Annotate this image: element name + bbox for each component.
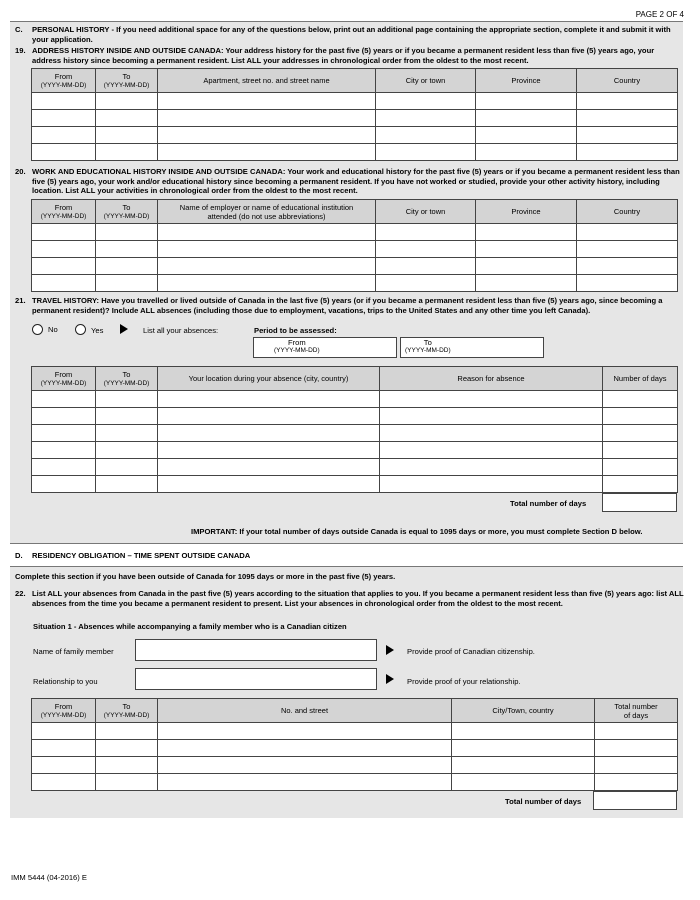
location-cell[interactable] <box>158 476 380 493</box>
from-cell[interactable] <box>32 476 96 493</box>
travel-history-table <box>31 366 678 493</box>
to-cell[interactable] <box>96 144 158 161</box>
city-cell[interactable] <box>376 224 476 241</box>
employer-cell[interactable] <box>158 224 376 241</box>
city-cell[interactable] <box>376 258 476 275</box>
relationship-hint: Provide proof of your relationship. <box>407 677 521 686</box>
q21-number: 21. <box>15 296 26 305</box>
from-cell[interactable] <box>32 442 96 459</box>
from-cell[interactable] <box>32 408 96 425</box>
from-cell[interactable] <box>32 774 96 791</box>
period-label: Period to be assessed: <box>254 326 337 335</box>
country-cell[interactable] <box>577 93 678 110</box>
travel-total-field[interactable] <box>602 493 677 512</box>
q21-title: TRAVEL HISTORY: <box>32 296 100 305</box>
address-cell[interactable] <box>158 110 376 127</box>
city-cell[interactable] <box>376 127 476 144</box>
q19-question <box>32 46 672 65</box>
col-address: Apartment, street no. and street name <box>158 69 376 93</box>
employer-cell[interactable] <box>158 258 376 275</box>
period-to-format: (YYYY-MM-DD) <box>405 347 451 354</box>
col-province: Province <box>476 69 577 93</box>
province-cell[interactable] <box>476 144 577 161</box>
reason-cell[interactable] <box>380 459 603 476</box>
to-cell[interactable] <box>96 258 158 275</box>
family-member-label: Name of family member <box>33 647 114 656</box>
col-city: City or town <box>376 200 476 224</box>
q19-number: 19. <box>15 46 26 55</box>
from-cell[interactable] <box>32 144 96 161</box>
relationship-label: Relationship to you <box>33 677 98 686</box>
section-c-letter: C. <box>15 25 23 34</box>
from-cell[interactable] <box>32 459 96 476</box>
table-row <box>32 258 678 275</box>
street-cell[interactable] <box>158 740 452 757</box>
col-from: From (YYYY-MM-DD) <box>32 200 96 224</box>
table-row <box>32 144 678 161</box>
travel-no-label: No <box>48 325 58 334</box>
from-cell[interactable] <box>32 224 96 241</box>
col-to: To (YYYY-MM-DD) <box>96 699 158 723</box>
city-cell[interactable] <box>376 275 476 292</box>
arrow-right-icon <box>386 645 394 655</box>
absences-table <box>31 698 678 791</box>
col-country: Country <box>577 69 678 93</box>
col-to: To (YYYY-MM-DD) <box>96 367 158 391</box>
col-to: To (YYYY-MM-DD) <box>96 69 158 93</box>
street-cell[interactable] <box>158 757 452 774</box>
list-absences-label: List all your absences: <box>143 326 219 335</box>
col-to: To (YYYY-MM-DD) <box>96 200 158 224</box>
q21-question <box>32 296 680 315</box>
divider <box>10 21 683 22</box>
table-row <box>32 476 678 493</box>
location-cell[interactable] <box>158 391 380 408</box>
from-cell[interactable] <box>32 241 96 258</box>
family-member-hint: Provide proof of Canadian citizenship. <box>407 647 535 656</box>
country-cell[interactable] <box>577 241 678 258</box>
col-days: Number of days <box>603 367 678 391</box>
work-history-table <box>31 199 678 292</box>
city-cell[interactable] <box>452 774 595 791</box>
to-cell[interactable] <box>96 723 158 740</box>
col-location: Your location during your absence (city, country) <box>158 367 380 391</box>
country-cell[interactable] <box>577 258 678 275</box>
to-cell[interactable] <box>96 241 158 258</box>
to-cell[interactable] <box>96 740 158 757</box>
city-cell[interactable] <box>376 241 476 258</box>
form-number: IMM 5444 (04-2016) E <box>11 873 87 882</box>
country-cell[interactable] <box>577 275 678 292</box>
address-cell[interactable] <box>158 144 376 161</box>
to-cell[interactable] <box>96 774 158 791</box>
period-from-label: From <box>287 338 306 347</box>
situation-1-title: Situation 1 - Absences while accompanying a family member who is a Canadian citizen <box>33 622 347 631</box>
col-street: No. and street <box>158 699 452 723</box>
absences-total-label: Total number of days <box>505 797 582 806</box>
days-cell[interactable] <box>603 391 678 408</box>
location-cell[interactable] <box>158 442 380 459</box>
col-from: From (YYYY-MM-DD) <box>32 699 96 723</box>
city-cell[interactable] <box>452 740 595 757</box>
city-cell[interactable] <box>452 723 595 740</box>
table-row <box>32 757 678 774</box>
country-cell[interactable] <box>577 144 678 161</box>
reason-cell[interactable] <box>380 408 603 425</box>
from-cell[interactable] <box>32 110 96 127</box>
street-cell[interactable] <box>158 723 452 740</box>
to-cell[interactable] <box>96 127 158 144</box>
table-row <box>32 425 678 442</box>
reason-cell[interactable] <box>380 425 603 442</box>
city-cell[interactable] <box>376 93 476 110</box>
to-cell[interactable] <box>96 110 158 127</box>
table-row <box>32 459 678 476</box>
to-cell[interactable] <box>96 93 158 110</box>
from-cell[interactable] <box>32 740 96 757</box>
to-cell[interactable] <box>96 476 158 493</box>
table-row <box>32 224 678 241</box>
q20-title: WORK AND EDUCATIONAL HISTORY INSIDE AND OUTSIDE CANADA: <box>32 167 286 176</box>
table-row <box>32 442 678 459</box>
city-cell[interactable] <box>376 110 476 127</box>
col-city: City or town <box>376 69 476 93</box>
q21-text: Have you travelled or lived outside of Canada in the last five (5) years (or if you became a permanent resident less than five (5) years ago, since becoming a permanent resident)? Include ALL absences (including those due to employment, vacations, trips to the United States and any other time you left Canada). <box>32 296 663 315</box>
period-from-field[interactable] <box>253 337 397 358</box>
table-row <box>32 723 678 740</box>
period-to-label: To <box>423 338 432 347</box>
travel-total-label: Total number of days <box>510 499 587 508</box>
q22-text: List ALL your absences from Canada in the past five (5) years according to the situation that applies to you. If you became a permanent resident less than five (5) years ago: list ALL absences from the time you became a permanent resident to present. List your absences in chronological order from the oldest to the most recent. <box>32 589 684 608</box>
province-cell[interactable] <box>476 127 577 144</box>
from-cell[interactable] <box>32 93 96 110</box>
province-cell[interactable] <box>476 224 577 241</box>
family-member-input[interactable] <box>135 639 377 661</box>
to-cell[interactable] <box>96 459 158 476</box>
employer-cell[interactable] <box>158 275 376 292</box>
q19-title: ADDRESS HISTORY INSIDE AND OUTSIDE CANADA: <box>32 46 224 55</box>
travel-yes-label: Yes <box>91 326 104 335</box>
province-cell[interactable] <box>476 258 577 275</box>
from-cell[interactable] <box>32 425 96 442</box>
absences-total-field[interactable] <box>593 791 677 810</box>
section-c-intro: - If you need additional space for any of the questions below, print out an additional page containing the appropriate section, complete it and submit it with your application. <box>32 25 671 44</box>
reason-cell[interactable] <box>380 476 603 493</box>
to-cell[interactable] <box>96 757 158 774</box>
days-cell[interactable] <box>603 459 678 476</box>
col-from: From (YYYY-MM-DD) <box>32 367 96 391</box>
to-cell[interactable] <box>96 224 158 241</box>
table-row <box>32 241 678 258</box>
arrow-right-icon <box>120 324 128 334</box>
arrow-right-icon <box>386 674 394 684</box>
table-row <box>32 391 678 408</box>
from-cell[interactable] <box>32 391 96 408</box>
days-cell[interactable] <box>595 757 678 774</box>
days-cell[interactable] <box>595 774 678 791</box>
days-cell[interactable] <box>603 425 678 442</box>
address-cell[interactable] <box>158 93 376 110</box>
days-cell[interactable] <box>603 476 678 493</box>
page-number: PAGE 2 OF 4 <box>635 10 684 19</box>
days-cell[interactable] <box>603 408 678 425</box>
table-row <box>32 740 678 757</box>
to-cell[interactable] <box>96 391 158 408</box>
from-cell[interactable] <box>32 275 96 292</box>
q20-text: Your work and educational history for the past five (5) years or if you became a permanent resident less than five (5) years ago, your work and/or educational history since becoming a permanent resident. If you have not worked or studied, provide your other activity history, including location. List ALL your activities in chronological order from the oldest to the most recent. <box>32 167 680 195</box>
reason-cell[interactable] <box>380 442 603 459</box>
street-cell[interactable] <box>158 774 452 791</box>
important-note: IMPORTANT: If your total number of days outside Canada is equal to 1095 days or more, you must complete Section D below. <box>191 527 643 536</box>
travel-no-radio[interactable] <box>32 324 43 335</box>
to-cell[interactable] <box>96 425 158 442</box>
q20-question <box>32 167 680 196</box>
divider <box>10 566 683 567</box>
section-d-title: RESIDENCY OBLIGATION – TIME SPENT OUTSIDE CANADA <box>32 551 251 560</box>
city-cell[interactable] <box>376 144 476 161</box>
from-cell[interactable] <box>32 757 96 774</box>
section-c-title: PERSONAL HISTORY <box>32 25 110 34</box>
col-country: Country <box>577 200 678 224</box>
address-history-table <box>31 68 678 161</box>
col-employer: Name of employer or name of educational institution attended (do not use abbreviations) <box>158 200 376 224</box>
period-to-field[interactable] <box>400 337 544 358</box>
to-cell[interactable] <box>96 408 158 425</box>
divider <box>10 543 683 544</box>
days-cell[interactable] <box>603 442 678 459</box>
city-cell[interactable] <box>452 757 595 774</box>
country-cell[interactable] <box>577 224 678 241</box>
section-d-letter: D. <box>15 551 23 560</box>
section-c-heading <box>32 25 672 44</box>
q20-number: 20. <box>15 167 26 176</box>
location-cell[interactable] <box>158 408 380 425</box>
col-province: Province <box>476 200 577 224</box>
col-reason: Reason for absence <box>380 367 603 391</box>
province-cell[interactable] <box>476 93 577 110</box>
q22-number: 22. <box>15 589 26 598</box>
travel-yes-radio[interactable] <box>75 324 86 335</box>
table-row <box>32 408 678 425</box>
to-cell[interactable] <box>96 442 158 459</box>
reason-cell[interactable] <box>380 391 603 408</box>
col-total-days: Total number of days <box>595 699 678 723</box>
country-cell[interactable] <box>577 127 678 144</box>
table-row <box>32 127 678 144</box>
q19-text: Your address history for the past five (5) years or if you became a permanent resident less than five (5) years ago, your address history since becoming a permanent resident. List ALL your addresses in chronological order from the oldest to the most recent. <box>32 46 655 65</box>
days-cell[interactable] <box>595 740 678 757</box>
employer-cell[interactable] <box>158 241 376 258</box>
country-cell[interactable] <box>577 110 678 127</box>
table-row <box>32 93 678 110</box>
period-from-format: (YYYY-MM-DD) <box>274 347 320 354</box>
from-cell[interactable] <box>32 127 96 144</box>
to-cell[interactable] <box>96 275 158 292</box>
province-cell[interactable] <box>476 110 577 127</box>
address-cell[interactable] <box>158 127 376 144</box>
province-cell[interactable] <box>476 241 577 258</box>
from-cell[interactable] <box>32 258 96 275</box>
table-row <box>32 774 678 791</box>
table-row <box>32 275 678 292</box>
location-cell[interactable] <box>158 425 380 442</box>
days-cell[interactable] <box>595 723 678 740</box>
col-from: From (YYYY-MM-DD) <box>32 69 96 93</box>
from-cell[interactable] <box>32 723 96 740</box>
col-city-country: City/Town, country <box>452 699 595 723</box>
location-cell[interactable] <box>158 459 380 476</box>
table-row <box>32 110 678 127</box>
relationship-input[interactable] <box>135 668 377 690</box>
province-cell[interactable] <box>476 275 577 292</box>
section-d-intro: Complete this section if you have been outside of Canada for 1095 days or more in the past five (5) years. <box>15 572 396 581</box>
